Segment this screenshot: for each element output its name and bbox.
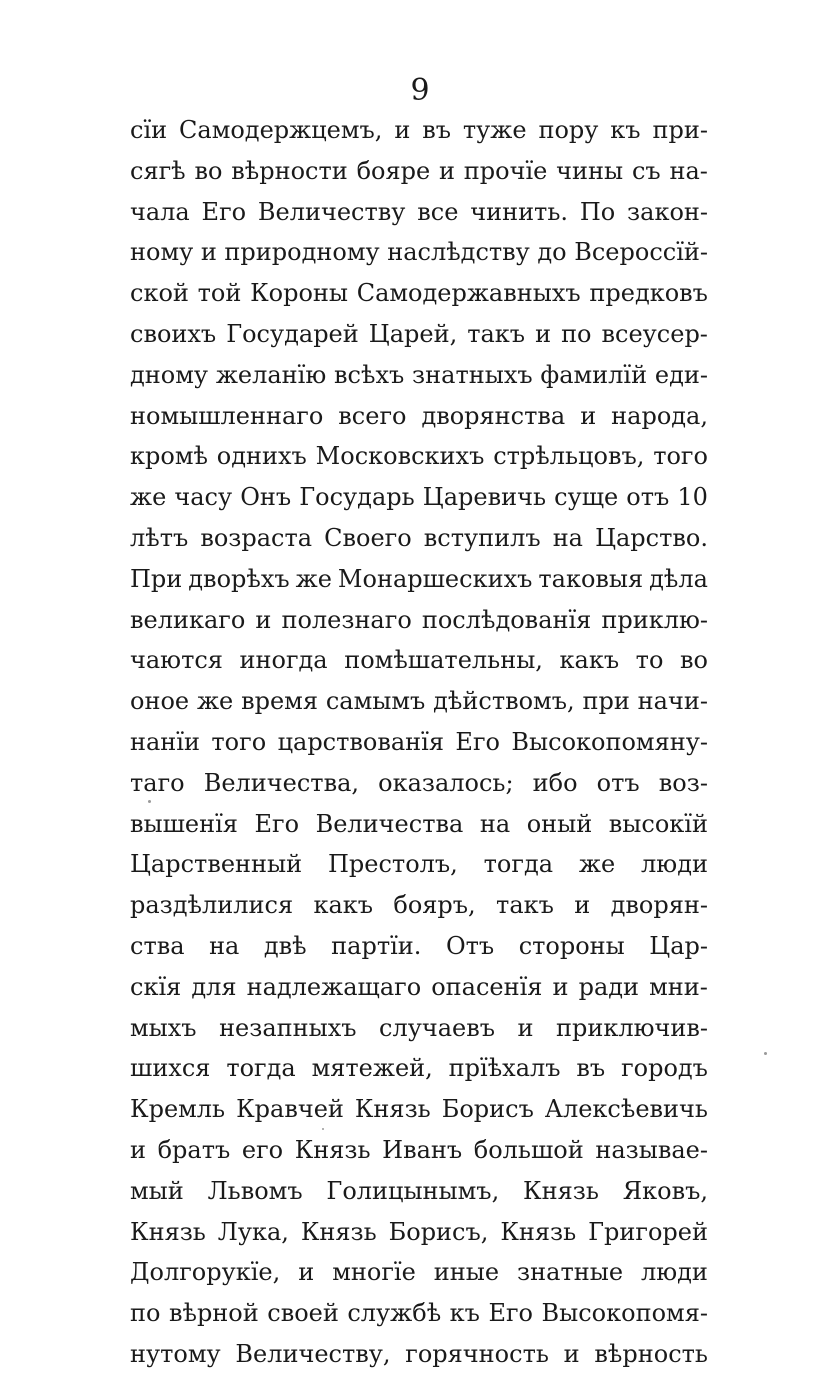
word: Кравчей bbox=[236, 1095, 344, 1124]
word: нутому bbox=[130, 1339, 221, 1368]
text-line bbox=[130, 1334, 708, 1375]
word: суще bbox=[554, 483, 619, 512]
word: оное bbox=[130, 687, 190, 716]
word: той bbox=[197, 279, 242, 308]
word: Лука, bbox=[217, 1217, 289, 1246]
word: лѣтъ bbox=[130, 523, 189, 552]
body-text bbox=[130, 110, 708, 1375]
text-line bbox=[130, 763, 708, 804]
word: желанїю bbox=[215, 360, 327, 389]
word: Величеству, bbox=[235, 1339, 391, 1368]
word: знатные bbox=[517, 1258, 624, 1287]
word: Князь bbox=[130, 1217, 206, 1246]
word: и bbox=[574, 891, 591, 920]
word: и bbox=[552, 972, 569, 1001]
word: нанїи bbox=[130, 727, 200, 756]
word: послѣдованїя bbox=[421, 605, 592, 634]
word: братъ bbox=[157, 1135, 231, 1164]
word: Самодержавныхъ bbox=[356, 279, 581, 308]
word: Высокопомя- bbox=[541, 1299, 708, 1328]
word: Князь bbox=[294, 1135, 371, 1164]
word: Величества, bbox=[203, 768, 360, 797]
word: бояре bbox=[356, 156, 431, 185]
word: дѣла bbox=[649, 564, 708, 593]
speck bbox=[148, 800, 151, 803]
word: Голицынымъ, bbox=[326, 1176, 500, 1205]
word: отъ bbox=[626, 483, 670, 512]
word: раздѣлилися bbox=[130, 891, 294, 920]
word: при bbox=[582, 687, 630, 716]
page-number: 9 bbox=[410, 73, 430, 108]
word: Царей, bbox=[368, 319, 458, 348]
text-line bbox=[130, 110, 708, 151]
word: и bbox=[255, 605, 272, 634]
word: Царевичь bbox=[422, 483, 547, 512]
word: на bbox=[479, 809, 511, 838]
word: знатныхъ bbox=[412, 360, 533, 389]
word: прочїе bbox=[463, 156, 548, 185]
word: Величеству bbox=[257, 197, 406, 226]
word: же bbox=[578, 850, 616, 879]
word: какъ bbox=[313, 891, 374, 920]
word: въ bbox=[576, 1054, 606, 1083]
word: 10 bbox=[677, 483, 708, 512]
word: пору bbox=[538, 116, 599, 144]
word: чинить. bbox=[470, 197, 569, 226]
text-line bbox=[130, 1293, 708, 1334]
word: дѣйствомъ, bbox=[433, 687, 575, 716]
text-line bbox=[130, 151, 708, 192]
text-line bbox=[130, 314, 708, 355]
word: то bbox=[635, 646, 664, 675]
word: случаевъ bbox=[379, 1013, 496, 1042]
word: сягѣ bbox=[130, 156, 186, 185]
word: люди bbox=[641, 1258, 708, 1287]
word: время bbox=[241, 687, 318, 716]
word: того bbox=[211, 727, 267, 756]
word: на bbox=[552, 523, 583, 552]
word: По bbox=[579, 197, 616, 226]
word: и bbox=[535, 319, 552, 348]
word: часу bbox=[174, 483, 233, 512]
word: и bbox=[200, 238, 217, 267]
word: и bbox=[394, 116, 411, 144]
word: Московскихъ bbox=[315, 442, 485, 471]
word: своихъ bbox=[130, 319, 217, 348]
text-line bbox=[130, 722, 708, 763]
text-line bbox=[130, 1048, 708, 1089]
word: же bbox=[196, 687, 234, 716]
word: какъ bbox=[559, 646, 620, 675]
word: приключив- bbox=[555, 1013, 708, 1042]
word: шихся bbox=[130, 1054, 211, 1083]
text-line bbox=[130, 967, 708, 1008]
word: чины bbox=[556, 156, 624, 185]
word: однихъ bbox=[216, 442, 307, 471]
word: Князь bbox=[500, 1217, 577, 1246]
word: городъ bbox=[621, 1054, 708, 1083]
word: высокїй bbox=[608, 809, 708, 838]
text-line bbox=[130, 1252, 708, 1293]
word: Долгорукїе, bbox=[130, 1258, 281, 1287]
word: опасенїя bbox=[431, 972, 543, 1001]
text-line bbox=[130, 273, 708, 314]
text-line bbox=[130, 1212, 708, 1253]
word: Отъ bbox=[445, 931, 495, 960]
word: всего bbox=[338, 401, 407, 430]
word: Львомъ bbox=[207, 1176, 303, 1205]
speck bbox=[764, 1052, 767, 1055]
word: отъ bbox=[596, 768, 640, 797]
word: по bbox=[561, 319, 592, 348]
word: чала bbox=[130, 197, 190, 226]
word: чаются bbox=[130, 646, 223, 675]
text-line bbox=[130, 192, 708, 233]
word: и bbox=[438, 156, 455, 185]
word: всеусер- bbox=[601, 319, 708, 348]
word: Кремль bbox=[130, 1095, 226, 1124]
word: помѣшательны, bbox=[344, 646, 543, 675]
word: вышенїя bbox=[130, 809, 238, 838]
word: тужe bbox=[462, 116, 527, 144]
word: Григорей bbox=[588, 1217, 708, 1246]
word: возраста bbox=[200, 523, 313, 552]
text-line bbox=[130, 1130, 708, 1171]
word: всѣхъ bbox=[334, 360, 405, 389]
word: иные bbox=[433, 1258, 500, 1287]
word: и bbox=[130, 1135, 146, 1164]
word: во bbox=[194, 156, 223, 185]
word: оный bbox=[526, 809, 593, 838]
word: Алексѣевичь bbox=[544, 1095, 708, 1124]
word: и bbox=[580, 401, 597, 430]
word: до bbox=[537, 238, 567, 267]
word: на- bbox=[669, 156, 708, 185]
word: же bbox=[130, 483, 167, 512]
word: мни- bbox=[649, 972, 708, 1001]
word: стороны bbox=[518, 931, 625, 960]
word: того bbox=[653, 442, 708, 471]
word: ской bbox=[130, 279, 189, 308]
word: полезнаго bbox=[281, 605, 412, 634]
word: Его bbox=[488, 1299, 533, 1328]
word: народа, bbox=[611, 401, 708, 430]
word: дворѣхъ bbox=[188, 564, 290, 593]
word: во bbox=[679, 646, 708, 675]
word: Величества bbox=[315, 809, 464, 838]
word: Цар- bbox=[649, 931, 708, 960]
word: Яковъ, bbox=[622, 1176, 708, 1205]
text-line bbox=[130, 885, 708, 926]
word: при- bbox=[652, 116, 708, 144]
word: тогда bbox=[226, 1054, 296, 1083]
text-line bbox=[130, 1008, 708, 1049]
word: своей bbox=[267, 1299, 339, 1328]
word: службѣ bbox=[347, 1299, 442, 1328]
word: стрѣльцовъ, bbox=[493, 442, 645, 471]
word: Государь bbox=[299, 483, 415, 512]
word: воз- bbox=[658, 768, 708, 797]
word: незапныхъ bbox=[219, 1013, 357, 1042]
word: Его bbox=[201, 197, 247, 226]
word: дворянства bbox=[421, 401, 566, 430]
text-line bbox=[130, 804, 708, 845]
word: вѣрности bbox=[231, 156, 348, 185]
word: Своего bbox=[324, 523, 412, 552]
word: скїя bbox=[130, 972, 182, 1001]
speck bbox=[322, 1128, 324, 1130]
word: таковыя bbox=[538, 564, 644, 593]
word: надлежащаго bbox=[246, 972, 422, 1001]
word: двѣ bbox=[263, 931, 307, 960]
word: самымъ bbox=[325, 687, 426, 716]
word: по bbox=[130, 1299, 161, 1328]
text-line bbox=[130, 232, 708, 273]
text-line bbox=[130, 518, 708, 559]
word: мыхъ bbox=[130, 1013, 197, 1042]
word: великаго bbox=[130, 605, 246, 634]
word: на bbox=[209, 931, 240, 960]
word: иногда bbox=[239, 646, 328, 675]
text-line bbox=[130, 436, 708, 477]
word: сїи bbox=[130, 116, 168, 144]
word: номышленнаго bbox=[130, 401, 324, 430]
word: таго bbox=[130, 768, 185, 797]
word: Борисъ bbox=[441, 1095, 534, 1124]
word: ради bbox=[578, 972, 640, 1001]
word: же bbox=[295, 564, 332, 593]
word: къ bbox=[610, 116, 641, 144]
word: царствованїя bbox=[277, 727, 444, 756]
word: ному bbox=[130, 238, 194, 267]
word: При bbox=[130, 564, 183, 593]
text-line bbox=[130, 681, 708, 722]
word: мый bbox=[130, 1176, 184, 1205]
word: приклю- bbox=[601, 605, 708, 634]
text-line bbox=[130, 926, 708, 967]
word: и bbox=[298, 1258, 315, 1287]
word: фамилїй bbox=[540, 360, 648, 389]
text-line bbox=[130, 477, 708, 518]
text-line bbox=[130, 396, 708, 437]
text-line bbox=[130, 355, 708, 396]
word: такъ bbox=[467, 319, 526, 348]
word: люди bbox=[641, 850, 708, 879]
word: его bbox=[241, 1135, 284, 1164]
word: закон- bbox=[627, 197, 708, 226]
word: бояръ, bbox=[393, 891, 476, 920]
word: къ bbox=[449, 1299, 480, 1328]
word: Борисъ, bbox=[388, 1217, 489, 1246]
word: дворян- bbox=[610, 891, 708, 920]
word: горячность bbox=[405, 1339, 549, 1368]
word: Престолъ, bbox=[327, 850, 458, 879]
word: партїи. bbox=[331, 931, 422, 960]
word: съ bbox=[631, 156, 661, 185]
word: Князь bbox=[354, 1095, 431, 1124]
word: еди- bbox=[654, 360, 708, 389]
word: большой bbox=[473, 1135, 584, 1164]
word: Самодержцемъ, bbox=[179, 116, 383, 144]
word: Царство. bbox=[595, 523, 708, 552]
text-line bbox=[130, 1171, 708, 1212]
word: предковъ bbox=[589, 279, 708, 308]
word: вступилъ bbox=[423, 523, 541, 552]
word: оказалось; bbox=[378, 768, 514, 797]
text-line bbox=[130, 600, 708, 641]
word: Его bbox=[254, 809, 300, 838]
word: мятежей, bbox=[311, 1054, 433, 1083]
word: Иванъ bbox=[382, 1135, 463, 1164]
word: Государей bbox=[226, 319, 359, 348]
word: называе- bbox=[595, 1135, 708, 1164]
word: кромѣ bbox=[130, 442, 208, 471]
word: Высокопомяну- bbox=[511, 727, 708, 756]
word: вѣрность bbox=[594, 1339, 708, 1368]
word: ибо bbox=[532, 768, 578, 797]
word: и bbox=[517, 1013, 534, 1042]
word: Всероссїй- bbox=[574, 238, 708, 267]
text-line bbox=[130, 1089, 708, 1130]
word: Князь bbox=[523, 1176, 599, 1205]
word: тогда bbox=[483, 850, 554, 879]
word: многїе bbox=[332, 1258, 416, 1287]
word: прїѣхалъ bbox=[448, 1054, 561, 1083]
word: и bbox=[563, 1339, 580, 1368]
word: Монаршескихъ bbox=[337, 564, 533, 593]
word: начи- bbox=[637, 687, 708, 716]
word: Его bbox=[455, 727, 500, 756]
word: Онъ bbox=[240, 483, 292, 512]
word: Царственный bbox=[130, 850, 303, 879]
text-line bbox=[130, 559, 708, 600]
word: такъ bbox=[496, 891, 554, 920]
word: природному bbox=[224, 238, 380, 267]
word: въ bbox=[422, 116, 451, 144]
word: наслѣдству bbox=[387, 238, 530, 267]
text-line bbox=[130, 640, 708, 681]
word: все bbox=[417, 197, 459, 226]
word: Короны bbox=[250, 279, 348, 308]
word: ства bbox=[130, 931, 185, 960]
word: дному bbox=[130, 360, 209, 389]
word: Князь bbox=[300, 1217, 377, 1246]
word: для bbox=[191, 972, 237, 1001]
text-line bbox=[130, 844, 708, 885]
word: вѣрной bbox=[168, 1299, 259, 1328]
